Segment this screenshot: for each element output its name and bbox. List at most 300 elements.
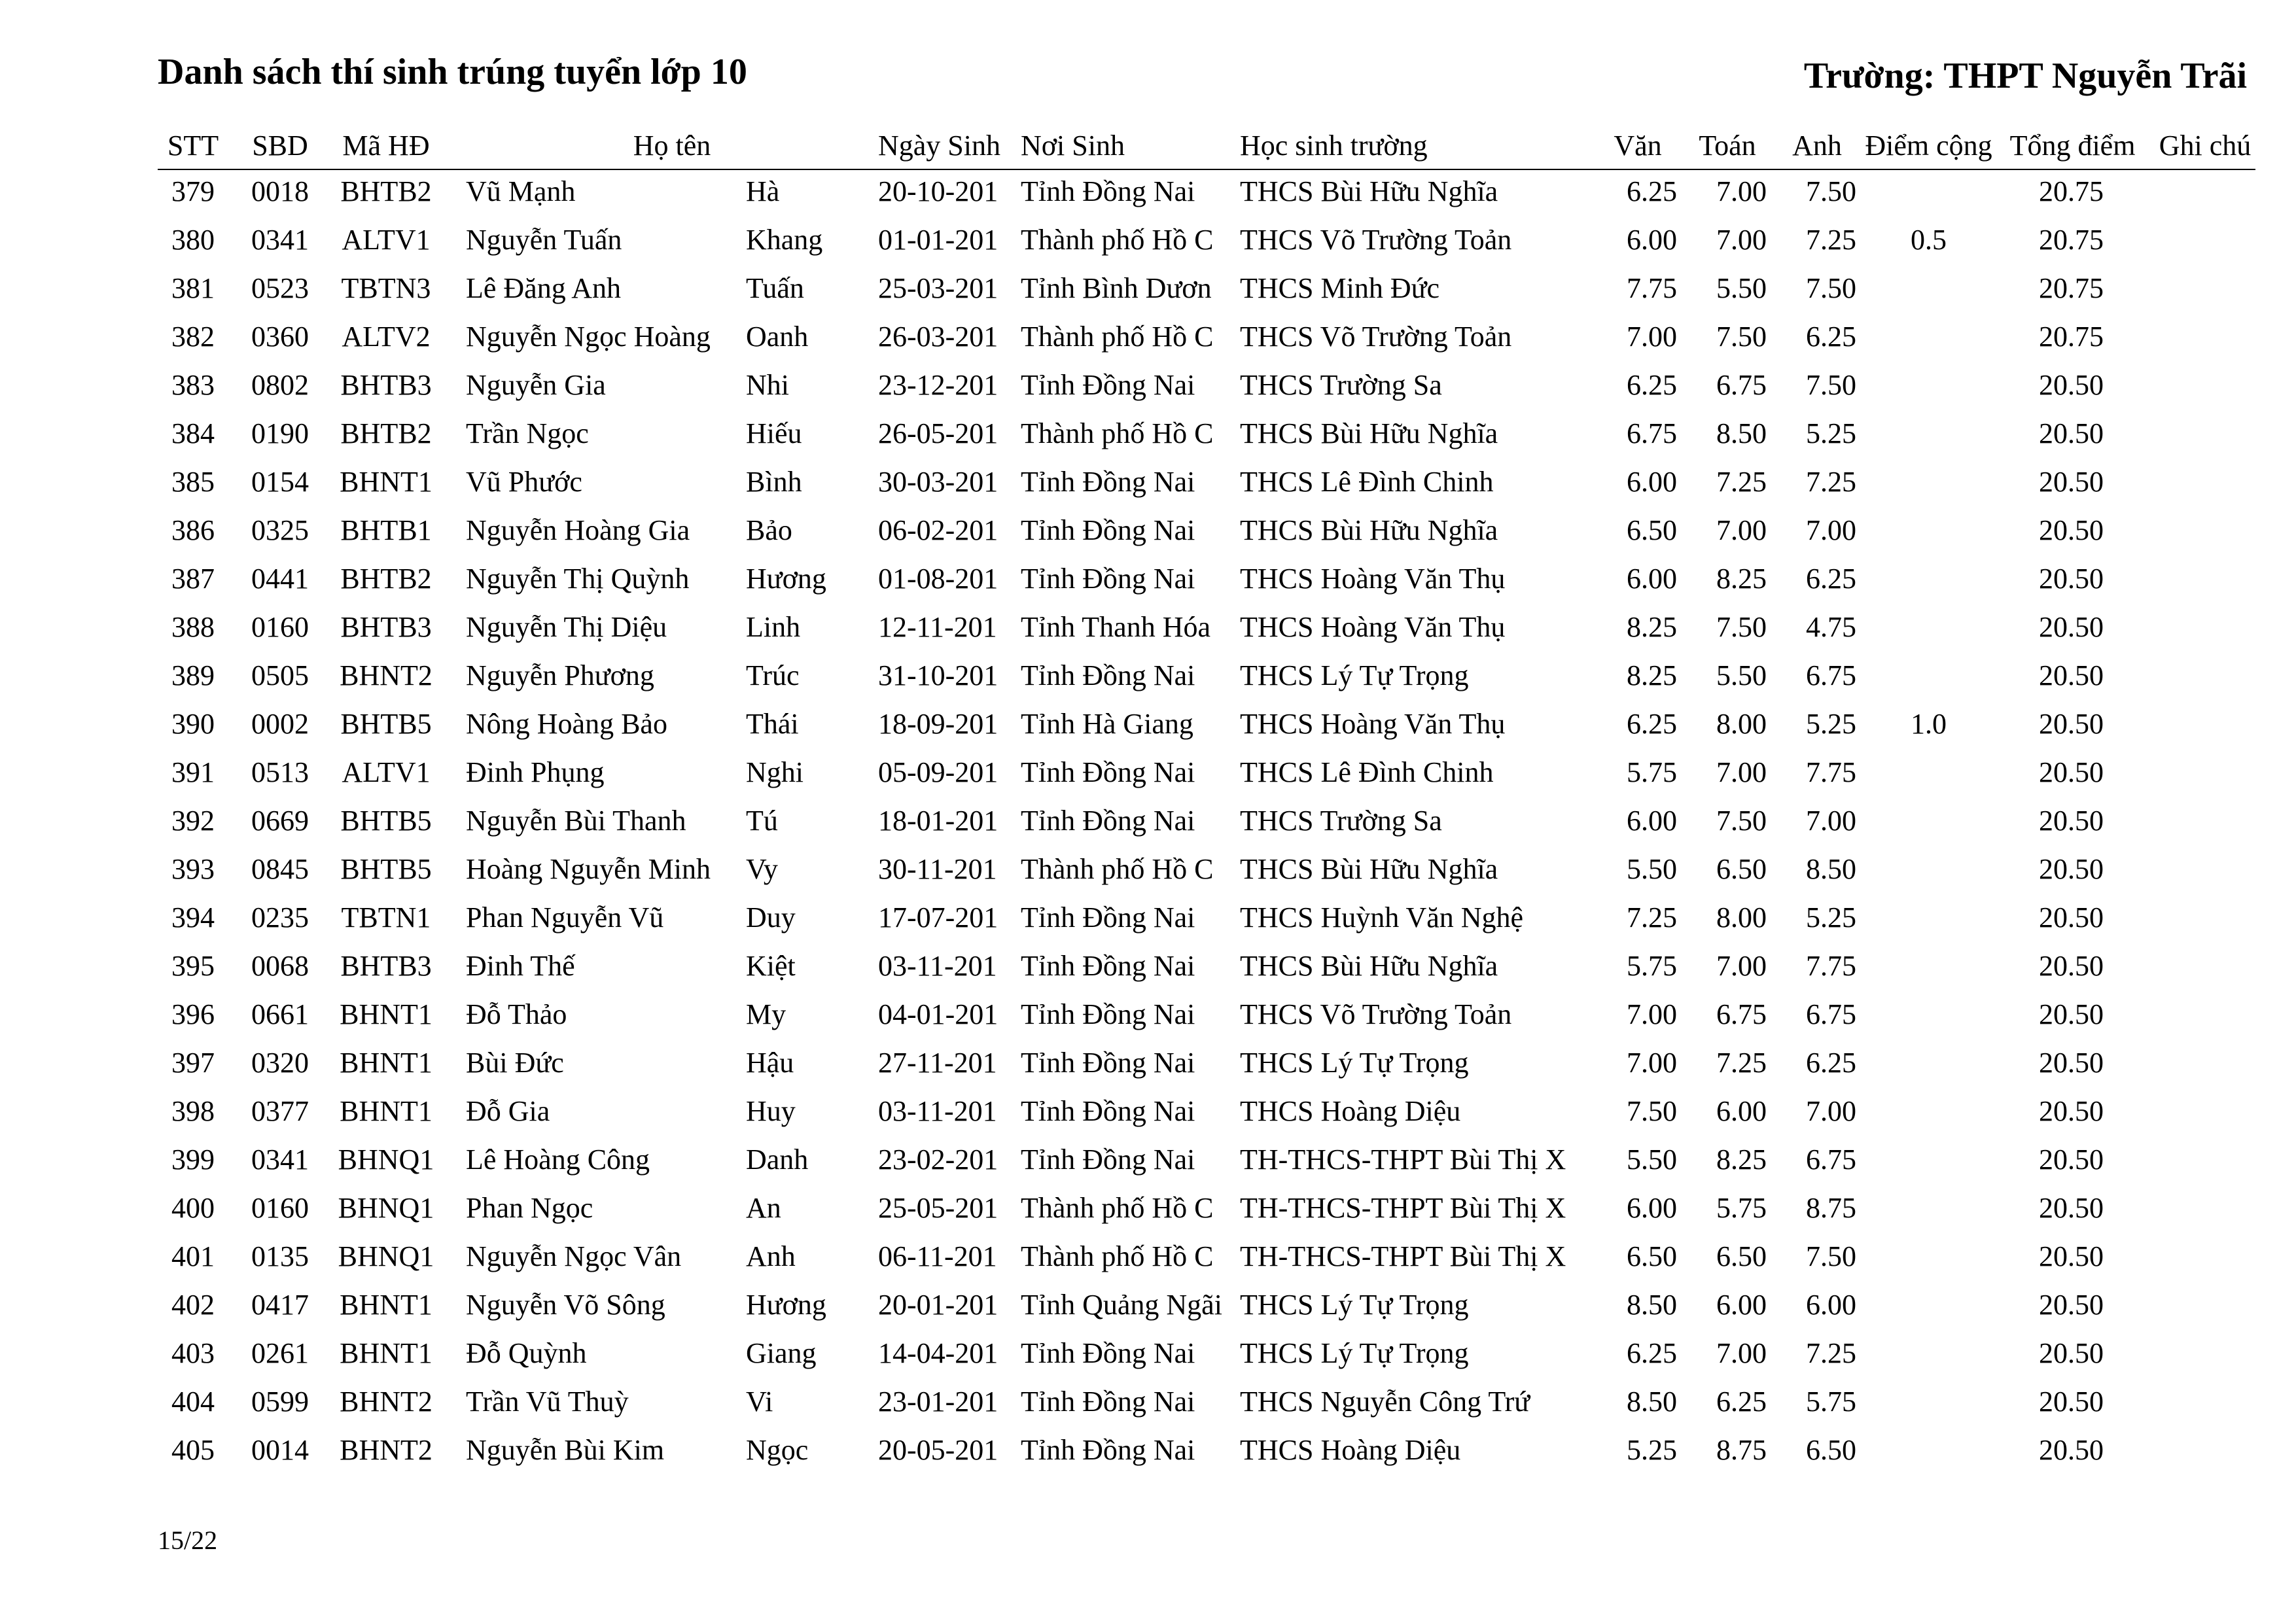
cell-ten: Hiếu (746, 417, 802, 449)
cell-anh: 8.50 (1806, 853, 1856, 885)
cell-stt: 404 (171, 1386, 215, 1418)
cell-ten: Huy (746, 1095, 796, 1127)
cell-stt: 403 (171, 1337, 215, 1369)
cell-ghi-chu (2149, 410, 2261, 458)
table-row (0, 894, 2296, 942)
cell-anh: 5.25 (1806, 901, 1856, 934)
cell-tong-diem: 20.50 (2039, 1434, 2104, 1466)
cell-ngay-sinh: 03-11-201 (878, 950, 997, 982)
cell-diem-cong (1858, 603, 1999, 652)
cell-ghi-chu (2149, 845, 2261, 894)
cell-sbd: 0505 (251, 659, 309, 691)
cell-ten: Bảo (746, 514, 792, 546)
cell-noi-sinh: Tỉnh Đồng Nai (1021, 1047, 1195, 1079)
cell-ghi-chu (2149, 797, 2261, 845)
cell-anh: 7.00 (1806, 514, 1856, 546)
table-row (0, 410, 2296, 458)
cell-ghi-chu (2149, 1426, 2261, 1475)
cell-anh: 6.25 (1806, 321, 1856, 353)
cell-ho: Phan Ngọc (466, 1192, 593, 1224)
cell-sbd: 0018 (251, 175, 309, 207)
cell-diem-cong (1858, 1136, 1999, 1184)
cell-hoc-sinh-truong: THCS Hoàng Văn Thụ (1240, 611, 1506, 643)
cell-tong-diem: 20.50 (2039, 563, 2104, 595)
cell-ma-hd: BHNT1 (340, 1047, 433, 1079)
cell-noi-sinh: Tỉnh Đồng Nai (1021, 659, 1195, 691)
cell-hoc-sinh-truong: THCS Lý Tự Trọng (1240, 1047, 1469, 1079)
cell-van: 6.75 (1627, 417, 1677, 449)
table-row (0, 167, 2296, 216)
cell-diem-cong (1858, 1378, 1999, 1426)
cell-diem-cong (1858, 410, 1999, 458)
cell-ngay-sinh: 23-02-201 (878, 1143, 998, 1176)
cell-ten: Duy (746, 901, 796, 934)
cell-van: 6.00 (1627, 466, 1677, 498)
cell-toan: 6.75 (1716, 998, 1767, 1030)
cell-noi-sinh: Tỉnh Đồng Nai (1021, 1095, 1195, 1127)
cell-stt: 381 (171, 272, 215, 304)
cell-ma-hd: BHTB5 (340, 805, 432, 837)
cell-stt: 396 (171, 998, 215, 1030)
cell-hoc-sinh-truong: THCS Bùi Hữu Nghĩa (1240, 853, 1498, 885)
school-heading (1804, 55, 2247, 97)
cell-ghi-chu (2149, 1087, 2261, 1136)
cell-ma-hd: BHNT2 (340, 1434, 433, 1466)
table-row (0, 652, 2296, 700)
cell-diem-cong (1858, 1329, 1999, 1378)
cell-ma-hd: BHTB2 (340, 417, 432, 449)
cell-ho: Vũ Mạnh (466, 175, 576, 207)
cell-ghi-chu (2149, 167, 2261, 216)
cell-ngay-sinh: 04-01-201 (878, 998, 998, 1030)
cell-toan: 5.50 (1716, 272, 1767, 304)
cell-sbd: 0190 (251, 417, 309, 449)
cell-ten: Trúc (746, 659, 800, 691)
cell-diem-cong (1858, 1426, 1999, 1475)
cell-anh: 7.50 (1806, 369, 1856, 401)
cell-anh: 6.00 (1806, 1289, 1856, 1321)
cell-stt: 387 (171, 563, 215, 595)
cell-tong-diem: 20.50 (2039, 659, 2104, 691)
cell-noi-sinh: Tỉnh Đồng Nai (1021, 805, 1195, 837)
cell-van: 8.25 (1627, 611, 1677, 643)
cell-noi-sinh: Tỉnh Quảng Ngãi (1021, 1289, 1222, 1321)
cell-ho: Bùi Đức (466, 1047, 564, 1079)
cell-toan: 6.25 (1716, 1386, 1767, 1418)
table-row (0, 1184, 2296, 1232)
cell-sbd: 0325 (251, 514, 309, 546)
cell-ngay-sinh: 20-05-201 (878, 1434, 998, 1466)
header-stt: STT (167, 130, 219, 162)
cell-tong-diem: 20.50 (2039, 1143, 2104, 1176)
cell-noi-sinh: Tỉnh Đồng Nai (1021, 1143, 1195, 1176)
cell-ho: Đinh Thế (466, 950, 575, 982)
cell-sbd: 0377 (251, 1095, 309, 1127)
cell-toan: 8.00 (1716, 901, 1767, 934)
cell-tong-diem: 20.50 (2039, 853, 2104, 885)
cell-van: 6.00 (1627, 563, 1677, 595)
cell-anh: 7.50 (1806, 175, 1856, 207)
cell-ho: Trần Vũ Thuỳ (466, 1386, 629, 1418)
cell-ho: Nguyễn Bùi Kim (466, 1434, 665, 1466)
cell-ngay-sinh: 27-11-201 (878, 1047, 997, 1079)
cell-ghi-chu (2149, 894, 2261, 942)
cell-anh: 6.50 (1806, 1434, 1856, 1466)
cell-ma-hd: BHTB2 (340, 175, 432, 207)
cell-van: 5.25 (1627, 1434, 1677, 1466)
cell-stt: 395 (171, 950, 215, 982)
cell-ten: Tuấn (746, 272, 804, 304)
cell-ten: Nhi (746, 369, 789, 401)
cell-tong-diem: 20.50 (2039, 1289, 2104, 1321)
cell-ma-hd: TBTN3 (341, 272, 431, 304)
cell-stt: 383 (171, 369, 215, 401)
cell-ten: Hương (746, 1289, 826, 1321)
cell-toan: 8.75 (1716, 1434, 1767, 1466)
cell-ten: Kiệt (746, 950, 796, 982)
cell-toan: 7.00 (1716, 950, 1767, 982)
cell-toan: 7.00 (1716, 756, 1767, 788)
cell-tong-diem: 20.50 (2039, 417, 2104, 449)
cell-sbd: 0599 (251, 1386, 309, 1418)
cell-tong-diem: 20.50 (2039, 1386, 2104, 1418)
table-row (0, 1329, 2296, 1378)
cell-hoc-sinh-truong: THCS Minh Đức (1240, 272, 1439, 304)
cell-hoc-sinh-truong: THCS Võ Trường Toản (1240, 224, 1512, 256)
cell-van: 8.25 (1627, 659, 1677, 691)
cell-ghi-chu (2149, 216, 2261, 264)
cell-van: 7.00 (1627, 1047, 1677, 1079)
cell-ten: Bình (746, 466, 802, 498)
cell-ma-hd: BHNT2 (340, 659, 433, 691)
cell-sbd: 0002 (251, 708, 309, 740)
cell-ho: Nguyễn Thị Diệu (466, 611, 667, 643)
cell-van: 8.50 (1627, 1386, 1677, 1418)
cell-sbd: 0320 (251, 1047, 309, 1079)
cell-toan: 7.00 (1716, 1337, 1767, 1369)
cell-noi-sinh: Tỉnh Đồng Nai (1021, 563, 1195, 595)
cell-noi-sinh: Tỉnh Đồng Nai (1021, 369, 1195, 401)
cell-ghi-chu (2149, 1329, 2261, 1378)
cell-stt: 401 (171, 1240, 215, 1272)
cell-ghi-chu (2149, 506, 2261, 555)
cell-ngay-sinh: 26-05-201 (878, 417, 998, 449)
cell-ngay-sinh: 06-11-201 (878, 1240, 997, 1272)
cell-ma-hd: ALTV1 (342, 224, 431, 256)
cell-ten: Thái (746, 708, 799, 740)
cell-noi-sinh: Tỉnh Hà Giang (1021, 708, 1193, 740)
cell-ten: Hà (746, 175, 780, 207)
cell-toan: 6.75 (1716, 369, 1767, 401)
cell-tong-diem: 20.75 (2039, 224, 2104, 256)
cell-stt: 384 (171, 417, 215, 449)
cell-stt: 382 (171, 321, 215, 353)
cell-stt: 380 (171, 224, 215, 256)
cell-ghi-chu (2149, 748, 2261, 797)
cell-ten: Vy (746, 853, 778, 885)
cell-hoc-sinh-truong: THCS Bùi Hữu Nghĩa (1240, 514, 1498, 546)
cell-diem-cong (1858, 1039, 1999, 1087)
cell-ten: Tú (746, 805, 778, 837)
cell-sbd: 0802 (251, 369, 309, 401)
cell-ten: Danh (746, 1143, 809, 1176)
cell-van: 6.00 (1627, 1192, 1677, 1224)
cell-stt: 394 (171, 901, 215, 934)
cell-anh: 7.75 (1806, 756, 1856, 788)
cell-diem-cong (1858, 1232, 1999, 1281)
cell-toan: 5.50 (1716, 659, 1767, 691)
cell-stt: 390 (171, 708, 215, 740)
cell-ngay-sinh: 05-09-201 (878, 756, 998, 788)
cell-tong-diem: 20.75 (2039, 321, 2104, 353)
cell-ghi-chu (2149, 1281, 2261, 1329)
cell-hoc-sinh-truong: THCS Hoàng Văn Thụ (1240, 708, 1506, 740)
cell-hoc-sinh-truong: THCS Lý Tự Trọng (1240, 1337, 1469, 1369)
cell-ghi-chu (2149, 700, 2261, 748)
cell-sbd: 0523 (251, 272, 309, 304)
cell-ngay-sinh: 12-11-201 (878, 611, 997, 643)
cell-anh: 8.75 (1806, 1192, 1856, 1224)
cell-ho: Trần Ngọc (466, 417, 589, 449)
cell-ho: Đỗ Gia (466, 1095, 550, 1127)
cell-van: 6.25 (1627, 708, 1677, 740)
cell-diem-cong (1858, 361, 1999, 410)
cell-anh: 6.25 (1806, 1047, 1856, 1079)
cell-ma-hd: BHNQ1 (338, 1143, 434, 1176)
cell-tong-diem: 20.50 (2039, 998, 2104, 1030)
cell-ho: Nguyễn Tuấn (466, 224, 622, 256)
table-row (0, 1039, 2296, 1087)
table-row (0, 1281, 2296, 1329)
cell-hoc-sinh-truong: THCS Bùi Hữu Nghĩa (1240, 417, 1498, 449)
cell-ngay-sinh: 18-09-201 (878, 708, 998, 740)
cell-ho: Nguyễn Ngọc Hoàng (466, 321, 711, 353)
cell-noi-sinh: Thành phố Hồ C (1021, 224, 1214, 256)
cell-ghi-chu (2149, 1184, 2261, 1232)
cell-sbd: 0441 (251, 563, 309, 595)
cell-noi-sinh: Tỉnh Đồng Nai (1021, 1386, 1195, 1418)
cell-ma-hd: BHNT1 (340, 1337, 433, 1369)
cell-hoc-sinh-truong: THCS Võ Trường Toản (1240, 998, 1512, 1030)
cell-anh: 7.25 (1806, 466, 1856, 498)
cell-ghi-chu (2149, 942, 2261, 990)
cell-toan: 7.50 (1716, 611, 1767, 643)
cell-sbd: 0669 (251, 805, 309, 837)
cell-toan: 8.25 (1716, 1143, 1767, 1176)
cell-diem-cong (1858, 264, 1999, 313)
cell-stt: 399 (171, 1143, 215, 1176)
cell-ma-hd: BHTB1 (340, 514, 432, 546)
cell-van: 8.50 (1627, 1289, 1677, 1321)
table-row (0, 1426, 2296, 1475)
header-tong-diem: Tổng điểm (2009, 130, 2136, 162)
cell-ten: Ngọc (746, 1434, 809, 1466)
cell-toan: 7.50 (1716, 805, 1767, 837)
cell-tong-diem: 20.50 (2039, 466, 2104, 498)
cell-ma-hd: BHNT2 (340, 1386, 433, 1418)
cell-toan: 8.00 (1716, 708, 1767, 740)
cell-hoc-sinh-truong: THCS Võ Trường Toản (1240, 321, 1512, 353)
cell-anh: 5.75 (1806, 1386, 1856, 1418)
cell-hoc-sinh-truong: TH-THCS-THPT Bùi Thị X (1240, 1192, 1566, 1224)
cell-ten: Linh (746, 611, 801, 643)
cell-van: 6.25 (1627, 175, 1677, 207)
cell-ma-hd: ALTV1 (342, 756, 431, 788)
cell-toan: 7.25 (1716, 1047, 1767, 1079)
cell-hoc-sinh-truong: THCS Bùi Hữu Nghĩa (1240, 950, 1498, 982)
header-anh: Anh (1792, 130, 1842, 162)
cell-hoc-sinh-truong: TH-THCS-THPT Bùi Thị X (1240, 1143, 1566, 1176)
cell-van: 7.00 (1627, 998, 1677, 1030)
cell-ma-hd: TBTN1 (341, 901, 431, 934)
cell-toan: 6.50 (1716, 1240, 1767, 1272)
cell-tong-diem: 20.75 (2039, 175, 2104, 207)
cell-ma-hd: BHNT1 (340, 1095, 433, 1127)
cell-van: 7.50 (1627, 1095, 1677, 1127)
cell-sbd: 0160 (251, 611, 309, 643)
cell-anh: 7.00 (1806, 1095, 1856, 1127)
cell-diem-cong (1858, 555, 1999, 603)
cell-diem-cong (1858, 894, 1999, 942)
cell-sbd: 0154 (251, 466, 309, 498)
header-ma-hd: Mã HĐ (342, 130, 430, 162)
cell-anh: 7.00 (1806, 805, 1856, 837)
cell-diem-cong (1858, 1184, 1999, 1232)
cell-stt: 379 (171, 175, 215, 207)
table-row (0, 1232, 2296, 1281)
cell-noi-sinh: Tỉnh Đồng Nai (1021, 514, 1195, 546)
table-row (0, 506, 2296, 555)
cell-noi-sinh: Tỉnh Bình Dươn (1021, 272, 1212, 304)
cell-anh: 5.25 (1806, 417, 1856, 449)
cell-noi-sinh: Tỉnh Thanh Hóa (1021, 611, 1211, 643)
table-row (0, 216, 2296, 264)
cell-hoc-sinh-truong: THCS Huỳnh Văn Nghệ (1240, 901, 1524, 934)
cell-tong-diem: 20.50 (2039, 611, 2104, 643)
cell-sbd: 0360 (251, 321, 309, 353)
cell-tong-diem: 20.50 (2039, 1047, 2104, 1079)
header-hoc-sinh-truong: Học sinh trường (1240, 130, 1428, 162)
cell-noi-sinh: Thành phố Hồ C (1021, 1240, 1214, 1272)
header-diem-cong: Điểm cộng (1865, 130, 1992, 162)
cell-toan: 6.00 (1716, 1095, 1767, 1127)
cell-sbd: 0014 (251, 1434, 309, 1466)
cell-van: 5.50 (1627, 853, 1677, 885)
header-toan: Toán (1699, 130, 1756, 162)
cell-anh: 6.75 (1806, 998, 1856, 1030)
cell-ghi-chu (2149, 555, 2261, 603)
cell-ngay-sinh: 23-01-201 (878, 1386, 998, 1418)
table-row (0, 1136, 2296, 1184)
cell-ten: Vi (746, 1386, 773, 1418)
cell-ghi-chu (2149, 361, 2261, 410)
cell-ghi-chu (2149, 1039, 2261, 1087)
cell-ho: Nguyễn Phương (466, 659, 654, 691)
cell-ngay-sinh: 31-10-201 (878, 659, 998, 691)
cell-tong-diem: 20.50 (2039, 1095, 2104, 1127)
cell-van: 5.50 (1627, 1143, 1677, 1176)
cell-anh: 5.25 (1806, 708, 1856, 740)
cell-ma-hd: BHNT1 (340, 466, 433, 498)
cell-anh: 6.75 (1806, 1143, 1856, 1176)
cell-diem-cong (1858, 797, 1999, 845)
cell-anh: 7.25 (1806, 224, 1856, 256)
cell-ten: Anh (746, 1240, 796, 1272)
cell-ngay-sinh: 03-11-201 (878, 1095, 997, 1127)
cell-ho: Đỗ Thảo (466, 998, 567, 1030)
table-row (0, 361, 2296, 410)
page-title: Danh sách thí sinh trúng tuyển lớp 10 (158, 52, 747, 92)
cell-tong-diem: 20.50 (2039, 1240, 2104, 1272)
cell-van: 5.75 (1627, 756, 1677, 788)
cell-toan: 7.00 (1716, 224, 1767, 256)
cell-diem-cong (1858, 1281, 1999, 1329)
cell-ho: Nguyễn Hoàng Gia (466, 514, 690, 546)
cell-hoc-sinh-truong: THCS Hoàng Diệu (1240, 1434, 1461, 1466)
table-row (0, 458, 2296, 506)
cell-sbd: 0341 (251, 1143, 309, 1176)
cell-tong-diem: 20.50 (2039, 756, 2104, 788)
cell-ngay-sinh: 26-03-201 (878, 321, 998, 353)
cell-toan: 7.00 (1716, 175, 1767, 207)
cell-sbd: 0341 (251, 224, 309, 256)
cell-toan: 5.75 (1716, 1192, 1767, 1224)
cell-toan: 6.50 (1716, 853, 1767, 885)
cell-van: 6.00 (1627, 805, 1677, 837)
cell-stt: 389 (171, 659, 215, 691)
cell-toan: 8.50 (1716, 417, 1767, 449)
table-row (0, 990, 2296, 1039)
cell-ma-hd: BHTB3 (340, 369, 432, 401)
cell-hoc-sinh-truong: THCS Trường Sa (1240, 369, 1442, 401)
table-row (0, 603, 2296, 652)
table-row (0, 555, 2296, 603)
header-van: Văn (1614, 130, 1662, 162)
cell-ngay-sinh: 30-03-201 (878, 466, 998, 498)
cell-toan: 6.00 (1716, 1289, 1767, 1321)
cell-sbd: 0661 (251, 998, 309, 1030)
cell-ngay-sinh: 01-01-201 (878, 224, 998, 256)
cell-ngay-sinh: 18-01-201 (878, 805, 998, 837)
cell-toan: 7.25 (1716, 466, 1767, 498)
cell-stt: 386 (171, 514, 215, 546)
cell-anh: 7.50 (1806, 1240, 1856, 1272)
cell-sbd: 0417 (251, 1289, 309, 1321)
cell-hoc-sinh-truong: THCS Nguyễn Công Trứ (1240, 1386, 1530, 1418)
cell-anh: 7.75 (1806, 950, 1856, 982)
cell-ma-hd: BHTB3 (340, 950, 432, 982)
cell-noi-sinh: Tỉnh Đồng Nai (1021, 950, 1195, 982)
cell-diem-cong (1858, 748, 1999, 797)
cell-anh: 7.25 (1806, 1337, 1856, 1369)
table-row (0, 264, 2296, 313)
cell-van: 7.75 (1627, 272, 1677, 304)
cell-diem-cong (1858, 167, 1999, 216)
cell-anh: 6.75 (1806, 659, 1856, 691)
header-sbd: SBD (252, 130, 308, 162)
cell-ma-hd: BHTB2 (340, 563, 432, 595)
cell-hoc-sinh-truong: THCS Hoàng Diệu (1240, 1095, 1461, 1127)
cell-van: 6.50 (1627, 514, 1677, 546)
cell-hoc-sinh-truong: THCS Hoàng Văn Thụ (1240, 563, 1506, 595)
cell-ho: Hoàng Nguyễn Minh (466, 853, 711, 885)
cell-stt: 388 (171, 611, 215, 643)
cell-tong-diem: 20.50 (2039, 1192, 2104, 1224)
cell-toan: 8.25 (1716, 563, 1767, 595)
cell-anh: 6.25 (1806, 563, 1856, 595)
cell-stt: 398 (171, 1095, 215, 1127)
table-row (0, 1378, 2296, 1426)
